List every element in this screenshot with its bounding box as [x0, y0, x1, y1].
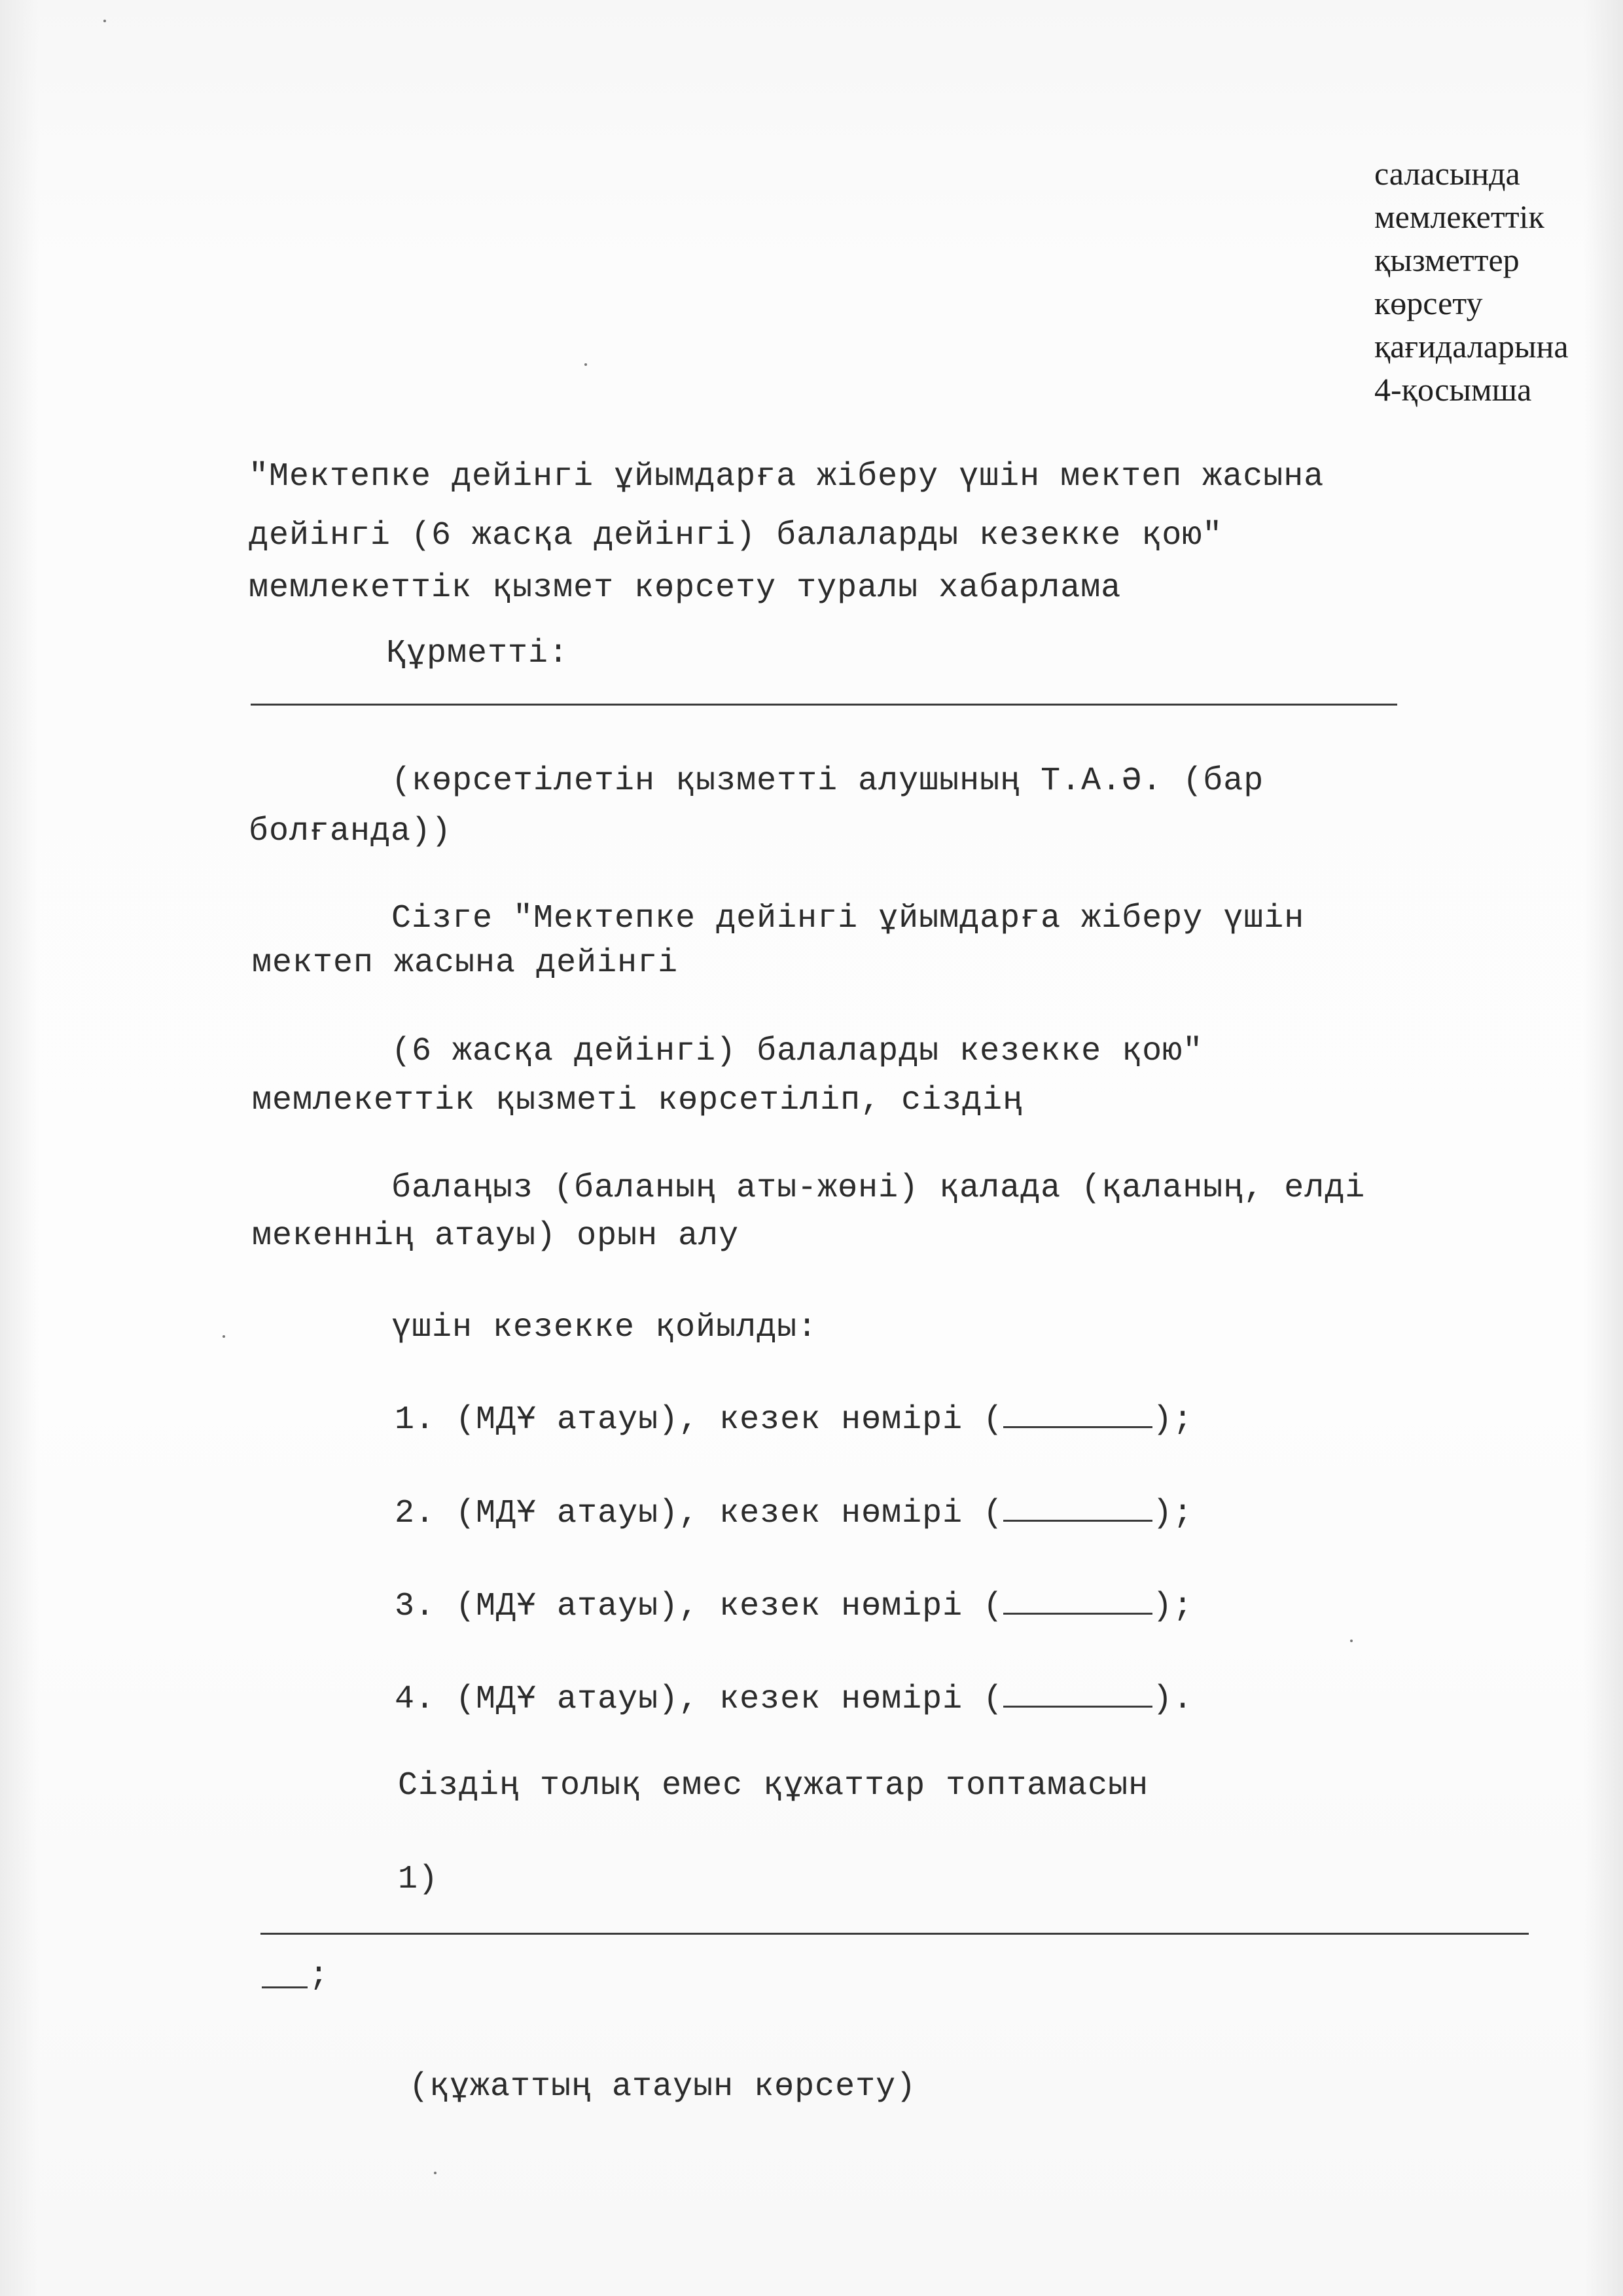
queue-item-end: );	[1152, 1401, 1194, 1439]
queue-item-end: );	[1152, 1588, 1194, 1625]
queue-item-text: (МДҰ атауы), кезек нөмірі (	[455, 1495, 1004, 1532]
queue-number-blank	[1003, 1491, 1152, 1522]
appendix-line: 4-қосымша	[1374, 371, 1532, 408]
doc-item-end: ;	[309, 1957, 330, 1994]
appendix-line: қызметтер	[1374, 242, 1520, 278]
queue-item-number: 2.	[395, 1495, 436, 1532]
queue-item-number: 3.	[395, 1588, 436, 1625]
appendix-line: мемлекеттік	[1374, 198, 1544, 235]
scan-speck	[434, 2172, 437, 2174]
recipient-note-line-2: болғанда))	[249, 813, 452, 850]
recipient-note-line-1: (көрсетілетін қызметті алушының Т.А.Ә. (бар	[391, 762, 1264, 800]
queue-item	[395, 1491, 1193, 1532]
queue-item-end: );	[1152, 1495, 1194, 1532]
scan-speck	[103, 20, 106, 22]
scan-speck	[223, 1335, 225, 1338]
body-p1-line-1: Сізге "Мектепке дейінгі ұйымдарға жіберу үшін	[391, 900, 1305, 937]
body-p3-line-2: мекеннің атауы) орын алу	[252, 1217, 740, 1255]
incomplete-docs-text: Сіздің толық емес құжаттар топтамасын	[398, 1767, 1149, 1804]
appendix-line: қағидаларына	[1374, 328, 1569, 365]
queue-number-blank	[1003, 1584, 1152, 1615]
body-p1-line-2: мектеп жасына дейінгі	[252, 944, 679, 982]
queue-item	[395, 1677, 1193, 1718]
appendix-line: саласында	[1374, 155, 1520, 192]
queue-item-number: 1.	[395, 1401, 436, 1439]
doc-item-number: 1)	[398, 1861, 439, 1898]
appendix-reference-block	[1374, 152, 1590, 411]
doc-name-line-continuation	[262, 1986, 308, 1988]
scan-edge-left	[0, 0, 39, 2296]
title-line-2: дейінгі (6 жасқа дейінгі) балаларды кезекке қою"	[249, 517, 1223, 554]
recipient-name-line	[251, 704, 1397, 706]
queue-number-blank	[1003, 1677, 1152, 1708]
doc-name-note: (құжаттың атауын көрсету)	[409, 2068, 917, 2106]
queue-item-text: (МДҰ атауы), кезек нөмірі (	[455, 1588, 1004, 1625]
title-line-3: мемлекеттік қызмет көрсету туралы хабарлама	[249, 569, 1122, 607]
body-p4: үшін кезекке қойылды:	[391, 1309, 818, 1346]
queue-item-text: (МДҰ атауы), кезек нөмірі (	[455, 1681, 1004, 1718]
scan-speck	[584, 363, 587, 366]
body-p3-line-1: балаңыз (баланың аты-жөні) қалада (қаланың, елді	[391, 1170, 1366, 1207]
queue-number-blank	[1003, 1397, 1152, 1428]
queue-item	[395, 1584, 1193, 1625]
salutation: Құрметті:	[386, 635, 569, 672]
appendix-line: көрсету	[1374, 285, 1483, 321]
queue-item-number: 4.	[395, 1681, 436, 1718]
queue-item-end: ).	[1152, 1681, 1194, 1718]
body-p2-line-1: (6 жасқа дейінгі) балаларды кезекке қою"	[391, 1033, 1204, 1070]
scan-speck	[1350, 1640, 1353, 1642]
title-line-1: "Мектепке дейінгі ұйымдарға жіберу үшін мектеп жасына	[249, 458, 1325, 495]
doc-name-line	[260, 1933, 1529, 1935]
body-p2-line-2: мемлекеттік қызметі көрсетіліп, сіздің	[252, 1082, 1024, 1119]
queue-item-text: (МДҰ атауы), кезек нөмірі (	[455, 1401, 1004, 1439]
queue-item	[395, 1397, 1193, 1439]
